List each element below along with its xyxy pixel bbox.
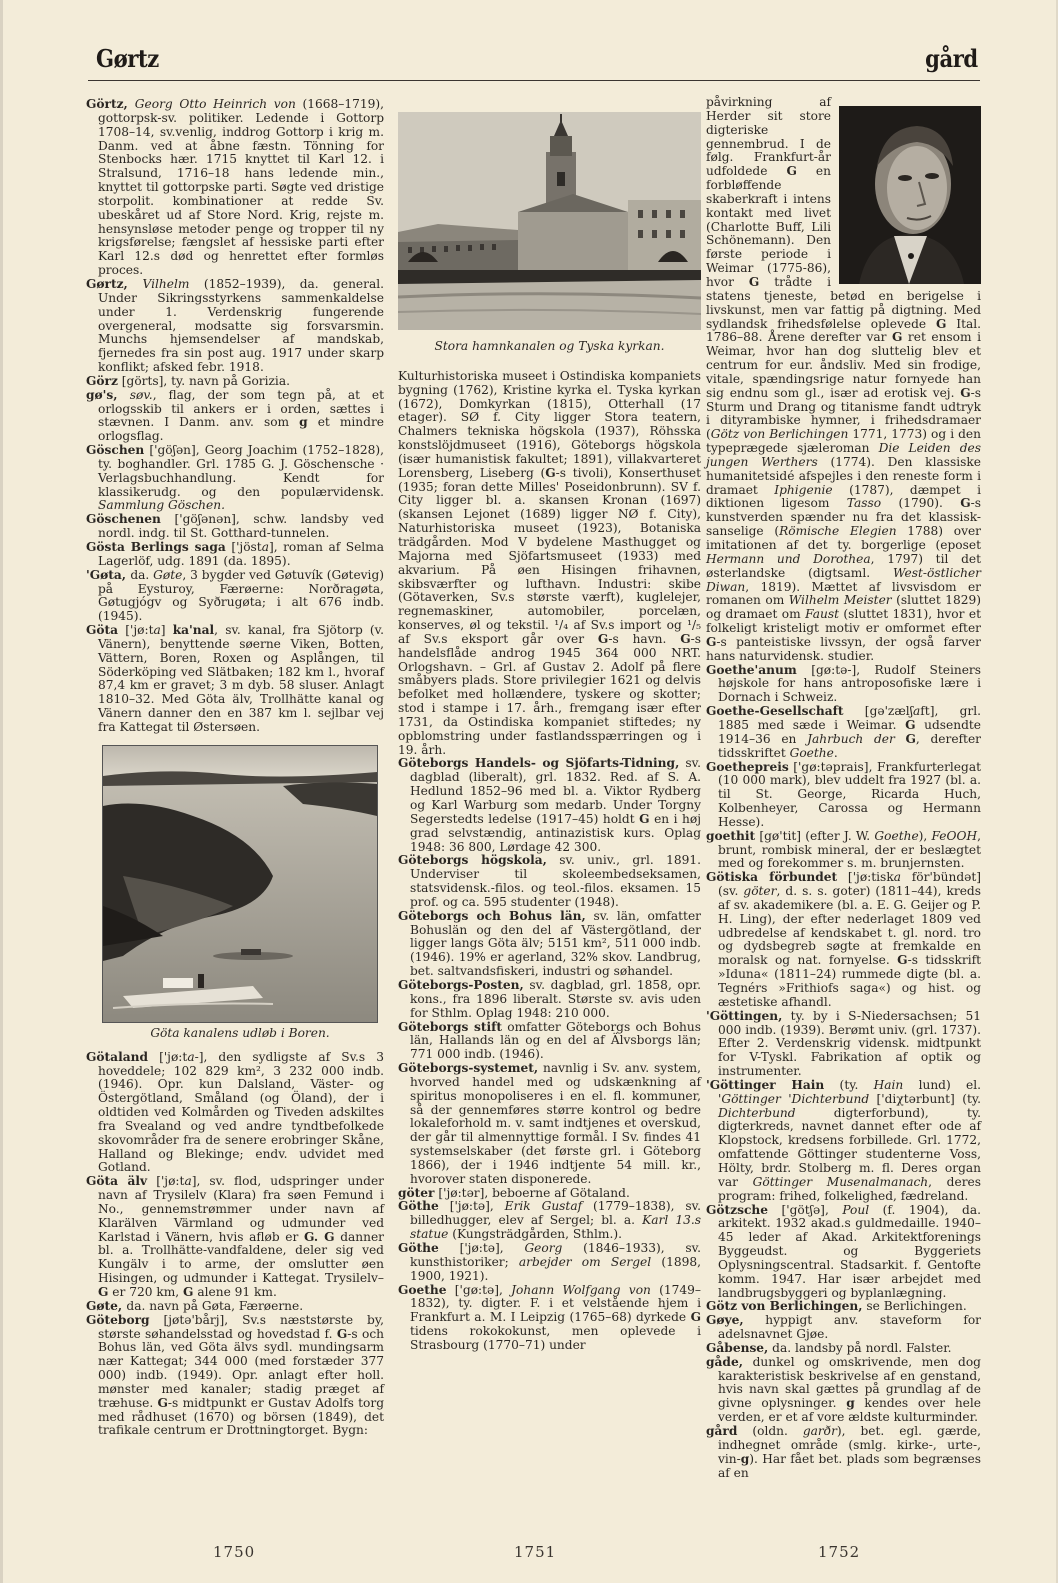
italic-text: göter: [743, 884, 777, 899]
italic-text: Jahrbuch der: [807, 731, 895, 746]
entry-text: -s handelsflåde androg 1945 364 000 NRT. Orlogshavn. – Grl. af Gustav 2. Adolf på flere småbyers plads. Store privilegier 1621 og delvis befolket med hollændere, tyskere og skotter; stod i stampe i 17. årh., fremgang især efter 1731, da Ostindiska kompaniet stiftedes; ny opblomstring under fastlandsspærringen og i 19. årh.: [398, 631, 701, 757]
entry-text: omfatter Göteborgs och Bohus län, Hallands län og en del af Älvsborgs län; 771 000 indb. (1946).: [410, 1019, 701, 1062]
dictionary-entry: [86, 513, 384, 541]
dictionary-entry: [706, 1425, 981, 1480]
dictionary-entry: [398, 1187, 701, 1201]
italic-text: Sammlung Göschen.: [98, 498, 225, 513]
entry-text: ), bet. egl. gærde, indhegnet område (smlg. kirke-, urte-, vin-: [718, 1424, 982, 1466]
headword: Goethepreis: [706, 759, 789, 774]
entry-text: lund) el.: [903, 1077, 981, 1092]
church-photo: [398, 112, 701, 330]
italic-text: a-: [187, 1049, 199, 1064]
dictionary-entry: [86, 624, 384, 735]
entry-text: ['göʃən], Georg Joachim (1752–1828), ty. boghandler. Grl. 1785 G. J. Göschensche · Verlagsbuchhandlung. Kendt for klassikerudg. og den populærvidensk.: [98, 443, 384, 499]
headword: G. G: [303, 1229, 335, 1244]
headword: Göteborgs-Posten,: [398, 977, 524, 992]
dictionary-entry: [86, 444, 384, 513]
dictionary-entry: [86, 389, 384, 444]
dictionary-entry: [706, 1010, 981, 1079]
page-number-left: 1750: [213, 1543, 256, 1561]
entry-text: ),: [918, 828, 932, 843]
dictionary-entry: [86, 375, 384, 389]
dictionary-entry: [706, 705, 981, 760]
page-number-middle: 1751: [514, 1543, 557, 1561]
entry-text: (1779–1838), sv. billedhugger, elev af Sergel; bl. a.: [410, 1199, 701, 1228]
entry-text: , 3 bygder ved Gøtuvík (Gøtevig) på Eysturoy, Færøerne: Norðragøta, Gøtugjógv og Syðrugøta; i alt 676 indb. (1945).: [98, 567, 384, 624]
entries-right: [706, 664, 981, 1481]
headword: G: [183, 1285, 194, 1299]
entry-text: (sluttet 1829) og dramaet om: [706, 593, 981, 622]
headword: G: [98, 1285, 109, 1299]
italic-text: Tasso: [846, 496, 882, 511]
entry-text: (f. 1904), da. arkitekt. 1932 akad.s guldmedaille. 1940–45 leder af Akad. Arkitektforenings Byggeudst. og Byggeriets Oplysningscentral. Stadsarkit. f. Gentofte komm. 1947. Har især arbejdet med landbrugsbyggeri og byplanlægning.: [718, 1202, 981, 1300]
entry-text: -s panteistiske livssyn, der også farver hans naturvidensk. studier.: [706, 634, 981, 663]
headword: G: [905, 717, 916, 732]
running-head-first-word: Gørtz: [96, 44, 159, 73]
dictionary-entry: [398, 1200, 701, 1242]
headword: Göteborgs-systemet,: [398, 1061, 539, 1076]
italic-text: Johann Wolfgang von: [511, 1282, 651, 1297]
headword: Göthe: [398, 1241, 439, 1255]
entry-text: , flag, der som tegn på, at et orlogsskib til ankers er i orden, sættes i stævnen. I Danm. anv. som: [98, 387, 385, 430]
headword: Göteborgs stift: [398, 1019, 502, 1034]
italic-text: Hain: [873, 1077, 904, 1092]
entry-text: ], sv. flod, udspringer under navn af Trysilelv (Klara) fra søen Femund i No., gennemstrømmer under navn af Klarälven Värmland og udmunder ved Karlstad i Vänern, hvis afløb er: [98, 1174, 385, 1244]
italic-text: Iphigenie: [774, 482, 833, 497]
entry-text: ret ensom i Weimar, hvor han dog sluttelig blev et centrum for eur. åndsliv. Med sin frodige, vitale, spændingsrige natur fornyede han sig endnu som gl., især ad erotisk vej.: [706, 330, 981, 400]
italic-text: arbejder om Sergel: [518, 1254, 652, 1269]
entry-text: udsendte 1914–36 en: [718, 717, 981, 746]
headword: Görtz,: [86, 97, 135, 111]
headword: Gørtz,: [86, 276, 143, 291]
headword: G: [960, 496, 971, 511]
entry-text: ['gø:təprais], Frankfurterlegat (10 000 mark), blev uddelt fra 1927 (bl. a. til St. George, Ricarda Huch, Kolbenheyer, Carossa og Hermann Hesse).: [718, 759, 981, 829]
italic-text: Goethe: [874, 828, 919, 843]
italic-text: a: [153, 623, 161, 638]
headword: G: [960, 385, 971, 400]
entry-text: Ital. 1786–88. Årene derefter var: [706, 316, 982, 345]
entry-text: .: [833, 745, 838, 760]
entries-left-bottom: [86, 1051, 384, 1439]
entry-text: (ty.: [824, 1077, 874, 1092]
figure-caption: Göta kanalens udløb i Boren.: [150, 1025, 330, 1040]
headword: 'Göttingen,: [706, 1008, 783, 1023]
italic-text: Erik Gustaf: [504, 1199, 583, 1214]
italic-text: Hermann und Dorothea: [706, 551, 871, 566]
entry-text: (1790).: [881, 496, 961, 511]
headword: g: [740, 1451, 750, 1466]
entry-text: , sv. kanal, fra Sjötorp (v. Vänern), benyttende søerne Viken, Botten, Vättern, Boren, Roxen og Asplången, til Söderköping ved Slätbaken; 182 km l., hvoraf 87,4 km er gravet; 3 m dyb. 58 sluser. Anlagt 1810–32. Med Göta älv, Trollhätte kanal og Vänern danner den en 387 km l. sejlbar vej fra Kattegat til Østersøen.: [98, 623, 384, 734]
dictionary-entry: [86, 541, 384, 569]
entry-text: (1668–1719), gottorpsk-sv. politiker. Ledende i Gottorp 1708–14, sv.venlig, inddrog Gottorp i krig m. Danm. ved at åbne fæstn. Tönning for Stenbocks hær. 1715 knyttet til Karl 12. i Stralsund, 1716–18 hans ledende min., knyttet til gottorpske parti. Søgte ved dristige storpolit. kombinationer at redde Sv. ubeskåret ud af Store Nord. Krig, rejste m. hensynsløse metoder penge og tropper til ny krigsførelse; fængslet af hessiske parti efter Karl 12.s død og henrettet efter formløs proces.: [98, 97, 385, 278]
figure-gota-kanal: [102, 745, 378, 1041]
headword: Göthe: [398, 1199, 439, 1214]
headword: gø's,: [86, 387, 130, 402]
dictionary-entry: [398, 1062, 701, 1187]
entry-text: -s tivoli), Konserthuset (1935; foran dette Milles' Poseidonbrunn). SV f. City ligger bl. a. skansen Kronan (1697) (skansen Lejonet (1689) ligger NØ f. City), Naturhistoriska museet (1923), Botaniska trädgården. Mod V bydelene Masthugget og Majorna med Sjöfartsmuseet (1933) med akvarium. På øen Hisingen frihavnen, skibsværfter og lufthavn. Industri: skibe (Götaverken, Sv.s største værft), kuglelejer, regnemaskiner, automobiler, porcelæn, konserves, øl og tekstil. ¹/₄ af Sv.s import og ¹/₅ af Sv.s eksport går over: [398, 465, 701, 646]
italic-text: a: [184, 1174, 192, 1189]
entry-text: ). Har fået bet. plads som begrænses af en: [718, 1451, 981, 1480]
entry-text: digterforbund), ty. digterkreds, navnet dannet efter ode af Klopstock, kredsens forbillede. Grl. 1772, omfattende Göttinger studenterne Voss, Hölty, brdr. Stolberg m. fl. Deres organ var: [718, 1105, 981, 1189]
entry-text: dunkel og omskrivende, men dog karakteristisk beskrivelse af en genstand, hvis navn skal gættes på grundlag af de givne oplysninger.: [718, 1354, 981, 1411]
headword: g: [846, 1396, 855, 1411]
italic-text: West-östlicher Diwan: [706, 565, 981, 594]
entry-text: ['jø:t: [147, 1174, 185, 1189]
dictionary-entry: [706, 1356, 981, 1425]
entry-text: ['gø:tə],: [446, 1282, 512, 1297]
entry-text: -s tidsskrift »Iduna« (1811–24) rummede digte (bl. a. Tegnérs »Frithiofs saga«) og hist. og æstetiske afhandl.: [718, 953, 982, 1009]
headword: G: [597, 631, 609, 646]
entry-text: ['jø:t: [118, 623, 154, 638]
dictionary-entry: [86, 98, 384, 278]
entry-text: (1898, 1900, 1921).: [410, 1254, 701, 1283]
headword: Götiska förbundet: [706, 870, 838, 885]
headword: G: [891, 330, 903, 345]
entry-text: [gø'tit] (efter J. W.: [755, 828, 875, 843]
headword: G: [897, 953, 908, 968]
entry-text: danner bl. a. Trollhätte-vandfaldene, deler sig ved Kungälv i to arme, der omslutter øen Hisingen, og udmunder i Kattegat. Trysilelv–: [98, 1229, 385, 1286]
headword: Gøye,: [706, 1313, 744, 1328]
headword: Göteborgs och Bohus län,: [398, 908, 586, 923]
entry-text: [895, 732, 906, 746]
entry-text: hyppigt anv. staveform for adelsnavnet Gjøe.: [718, 1313, 981, 1342]
entry-text: -s kunstverden spænder nu fra det klassisk-sanselige (: [706, 496, 981, 539]
headword: G: [157, 1395, 168, 1410]
italic-text: Poul: [842, 1202, 870, 1217]
entry-text: se Berlichingen.: [862, 1299, 967, 1314]
headword: Goethe-Gesellschaft: [706, 704, 844, 719]
dictionary-entry: [86, 1300, 384, 1314]
dictionary-entry: [706, 1314, 981, 1342]
entry-text: (1846–1933), sv. kunsthistoriker;: [410, 1241, 701, 1269]
headword: Goethe: [398, 1282, 447, 1297]
italic-text: FeOOH: [931, 828, 978, 843]
italic-text: a: [893, 870, 901, 885]
entry-text: -s havn.: [608, 631, 681, 646]
dictionary-entry: [398, 854, 701, 909]
entry-text: (Kungsträdgården, Sthlm.).: [448, 1227, 622, 1242]
entry-text: -s och Bohus län, ved Göta älvs sydl. mundingsarm nær Kattegat; 344 000 (med forstæder 377 000) indb. (1949). Opr. anlagt efter holl. mønster med kanaler; stadig præget af træhuse.: [98, 1326, 384, 1410]
entry-text: , deres program: frihed, folkelighed, fædreland.: [718, 1174, 981, 1203]
entry-text: ['jø:tə],: [438, 1199, 505, 1214]
entry-text: ['jöst: [225, 540, 262, 554]
column-middle: [398, 112, 701, 1353]
headword: Gåbense,: [706, 1340, 769, 1355]
dictionary-entry: [86, 1314, 384, 1439]
column-right: [706, 96, 981, 1480]
entry-text: -s midtpunkt er Gustav Adolfs torg med rådhuset (1670) og börsen (1849), det trafikale centrum er Drottningtorget. Bygn:: [98, 1395, 384, 1438]
entry-text: ty. by i S-Niedersachsen; 51 000 indb. (1939). Berømt univ. (grl. 1737). Efter 2. Verdenskrig vidensk. midtpunkt for V-Tyskl. Fabrikation af optik og instrumenter.: [718, 1008, 981, 1079]
entry-text: (1749–1832), ty. digter. F. i et velstående hjem i Frankfurt a. M. I Leipzig (1765–68) dyrkede: [410, 1282, 701, 1325]
headword: G: [680, 631, 691, 646]
dictionary-entry: [86, 1175, 384, 1300]
entry-text: trådte i statens tjeneste, betød en berigelse i livskunst, men var fattig på digtning. Med sydlandsk frihedsfølelse oplevede: [706, 274, 981, 331]
entry-text: för'bündət] (sv.: [718, 870, 981, 899]
entry-text: (sluttet 1831), hvor et folkeligt kristeligt motiv er omformet efter: [706, 607, 981, 636]
italic-text: garðr: [802, 1424, 837, 1438]
goethe-portrait: [839, 106, 981, 284]
entry-text: 1788) over imitationen af det ty. borgerlige (eposet: [706, 524, 981, 552]
dictionary-entry: [398, 1284, 701, 1353]
header-rule: [88, 80, 980, 81]
headword: 'Göttinger Hain: [706, 1077, 825, 1092]
entry-text: kendes over hele verden, er et af vore ældste kulturminder.: [718, 1396, 981, 1425]
headword: Görz: [86, 373, 118, 388]
italic-text: Götz von Berlichingen: [710, 427, 849, 442]
dictionary-entry: [706, 761, 981, 830]
dictionary-entry: [398, 910, 701, 979]
dictionary-entry: [398, 1242, 701, 1284]
entry-text: påvirkning af Herder sit store digteriske gennembrud. I de følg. Frankfurt-år udfoldede: [706, 95, 831, 179]
entry-text: ['jø:tər], beboerne af Götaland.: [434, 1185, 630, 1200]
entry-text: (1774). Den klassiske humanitetsidé afspejles i den reneste form i dramaet: [706, 454, 981, 497]
entry-text: er 720 km,: [108, 1285, 184, 1299]
entry-text: tidens rokokokunst, men oplevede i Strasbourg (1770–71) under: [410, 1324, 701, 1352]
headword: Göteborgs högskola,: [398, 853, 547, 868]
entry-text: ['jø:t: [147, 1049, 188, 1064]
headword: Göteborgs Handels- og Sjöfarts-Tidning,: [398, 756, 680, 771]
italic-text: Georg: [524, 1241, 563, 1255]
entry-text: 1771, 1773) og i den typeprægede sjæleroman: [706, 427, 981, 456]
entry-text: ['götʃə],: [768, 1202, 843, 1217]
entry-continuation-goteborg: [398, 370, 701, 758]
headword: Götzsche: [706, 1202, 768, 1217]
dictionary-entry: [706, 1300, 981, 1314]
dictionary-entry: [706, 1079, 981, 1204]
headword: G: [786, 164, 797, 179]
dictionary-entry: [706, 830, 981, 872]
italic-text: Dichterbund: [718, 1105, 796, 1120]
entry-text: , 1819). Mættet af livsvisdom er romanen om: [706, 579, 981, 608]
entry-text: ft], grl. 1885 med sæde i Weimar.: [718, 704, 981, 732]
headword: Göta: [86, 623, 119, 638]
entry-text: en i høj grad selvstændig, antinazistisk kurs. Oplag 1948: 36 800, Lørdage 42 300.: [410, 811, 701, 854]
headword: G: [935, 316, 947, 331]
headword: g: [299, 415, 308, 430]
dictionary-entry: [86, 278, 384, 375]
entry-text: ['jø:tisk: [837, 870, 894, 885]
entry-text: [gə'zælʃ: [843, 704, 914, 719]
dictionary-entry: [86, 569, 384, 624]
italic-text: søv.: [129, 387, 153, 402]
entry-text: [gø:tə-], Rudolf Steiners højskole for hans antroposofiske lære i Dornach i Schweiz.: [718, 662, 981, 705]
italic-text: Die Leiden des jungen Werthers: [706, 441, 981, 469]
entry-text: -s Sturm und Drang og titanisme fandt udtryk i dityrambiske hymner, i frihedsdramaer (: [706, 385, 981, 442]
headword: G: [905, 731, 916, 746]
entry-text: ]: [160, 623, 173, 638]
entry-text: sv. dagblad, grl. 1858, opr. kons., fra 1896 liberalt. Største sv. avis uden for Sthlm. Oplag 1948: 210 000.: [410, 977, 701, 1020]
italic-text: Goethe: [789, 745, 834, 760]
entry-text: ['diχtərbunt] (ty.: [869, 1091, 981, 1106]
entry-text: , d. s. s. goter) (1811–44), kreds af sv. akademikere (bl. a. E. G. Geijer og P. H. Ling), der efter nederlaget 1809 ved udbredelse af kendskabet t. gl. nord. tro og dydsbegreb søgte at fremkalde en moralsk og nat. fornyelse.: [718, 884, 981, 968]
italic-text: a: [913, 704, 921, 719]
dictionary-entry: [706, 1204, 981, 1301]
entry-continuation-text: [398, 370, 701, 758]
headword: 'Gøta,: [86, 567, 131, 582]
entries-left-top: [86, 98, 384, 735]
italic-text: Gøte: [153, 567, 183, 582]
italic-text: a: [261, 540, 269, 554]
entry-text: alene 91 km.: [193, 1285, 277, 1299]
headword: gåde,: [706, 1354, 743, 1369]
headword: G: [690, 1310, 701, 1325]
dictionary-entry: [706, 871, 981, 1009]
headword: Göschenen: [86, 512, 161, 527]
headword: Götaland: [86, 1049, 148, 1064]
headword: goethit: [706, 828, 756, 843]
entry-text: (1787), dæmpet i diktionen ligesom: [706, 482, 981, 511]
entry-text: ['göʃənən], schw. landsby ved nordl. indg. til St. Gotthard-tunnelen.: [98, 512, 384, 541]
entry-text: et mindre orlogsflag.: [98, 415, 384, 444]
entry-text: da. navn på Gøta, Færøerne.: [126, 1298, 304, 1313]
headword: Götz von Berlichingen,: [706, 1299, 863, 1314]
headword: Göta älv: [86, 1174, 148, 1189]
entry-text: , derefter tidsskriftet: [718, 731, 981, 760]
headword: ka'nal: [172, 623, 215, 638]
page-number-right: 1752: [818, 1543, 861, 1561]
entry-text: en forbløffende skaberkraft i intens kontakt med livet (Charlotte Buff, Lili Schönemann). Den første periode i Weimar (1775-86), hvor: [706, 164, 831, 289]
entry-text: ['jø:tə],: [438, 1241, 525, 1255]
headword: Göteborg: [86, 1312, 150, 1327]
figure-caption: Stora hamnkanalen og Tyska kyrkan.: [434, 339, 665, 353]
entry-text: (1852–1939), da. general. Under Sikringsstyrkens sammenkaldelse under 1. Verdenskrig fungerende overgeneral, modsatte sig forsvarsmin. Munchs hjemsendelser af mandskab, fjernedes fra sin post aug. 1917 under skarp konflikt; afsked febr. 1918.: [98, 276, 384, 375]
running-head-last-word: gård: [925, 44, 978, 73]
headword: Gøte,: [86, 1298, 127, 1313]
dictionary-entry: [398, 1021, 701, 1063]
entry-text: , brunt, rombisk mineral, der er beslægtet med og forekommer s. m. brunjernsten.: [718, 828, 981, 871]
italic-text: Faust: [805, 607, 840, 622]
headword: Goethe'anum: [706, 662, 797, 677]
figure-tyska-kyrkan: [398, 112, 701, 354]
entry-text: (oldn.: [737, 1424, 803, 1438]
lake-photo: [102, 745, 378, 1023]
dictionary-entry: [398, 979, 701, 1021]
italic-text: Römische Elegien: [779, 524, 897, 539]
entry-text: da. landsby på nordl. Falster.: [768, 1340, 952, 1355]
italic-text: Göttinger Musenalmanach: [752, 1174, 929, 1189]
entry-text: da.: [130, 567, 154, 582]
headword: G: [748, 274, 760, 289]
italic-text: Georg Otto Heinrich von: [134, 97, 296, 111]
headword: G: [639, 811, 650, 826]
italic-text: Wilhelm Meister: [788, 593, 892, 608]
entry-text: [görts], ty. navn på Gorizia.: [117, 373, 290, 388]
entry-text: sv. dagblad (liberalt), grl. 1832. Red. af S. A. Hedlund 1852–96 med bl. a. Viktor Rydberg og Karl Warburg som medarb. Under Torgny Segerstedts ledelse (1917–45) holdt: [410, 756, 701, 826]
headword: G: [545, 465, 556, 480]
headword: Göschen: [86, 443, 145, 458]
dictionary-entry: [706, 1342, 981, 1356]
column-left: [86, 98, 384, 1438]
italic-text: Vilhelm: [142, 276, 190, 291]
entry-text: [jøtə'bårj], Sv.s næststørste by, største søhandelsstad og hovedstad f.: [98, 1312, 384, 1341]
headword: Gösta Berlings saga: [86, 540, 226, 554]
headword: göter: [398, 1185, 435, 1200]
entry-text: sv. univ., grl. 1891. Underviser til skoleembedseksamen, statsvidensk.-filos. og teol.-filos. eksamen. 15 prof. og ca. 595 studenter (1948).: [410, 853, 701, 909]
entry-text: ], roman af Selma Lagerlöf, udg. 1891 (da. 1895).: [98, 540, 384, 568]
dictionary-entry: [86, 1051, 384, 1176]
entry-text: , 1797) til det østerlandske (digtsaml.: [706, 551, 981, 580]
entries-middle: [398, 757, 701, 1352]
entry-text: navnlig i Sv. anv. system, hvorved handel med og udskænkning af spiritus monopoliseres i en el. fl. kommuner, så der gennemføres større kontrol og bedre lokaleforhold m. v. samt indtjenes et overskud, der går til almennyttige formål. I Sv. findes 41 systemselskaber (det første grl. i Göteborg 1866), der i 1946 indtjente 54 mill. kr., hvorover staten disponerede.: [410, 1061, 701, 1186]
headword: gård: [706, 1424, 738, 1438]
italic-text: 'Göttinger 'Dichterbund: [718, 1091, 870, 1106]
entry-text: Kulturhistoriska museet i Ostindiska kompaniets bygning (1762), Kristine kyrka el. Tyska kyrkan (1672), Domkyrkan (1815), Otterhall (17 etager). SØ f. City ligger Stora teatern, Chalmers tekniska högskola (1937), Röhsska konstslöjdmuseet (1916), Göteborgs högskola (især humanistisk fakultet; 1891), villakvarteret Lorensberg, Liseberg (: [398, 368, 701, 480]
entry-text: ], den sydligste af Sv.s 3 hoveddele; 102 829 km², 3 232 000 indb. (1946). Opr. kun Dalsland, Väster- og Östergötland, Småland (og Öland), der i oldtiden ved Kolmården og Tiveden adskiltes fra Svealand og ved andre tyndtbefolkede skovområder fra de senere erobringer Skåne, Halland og Blekinge; endv. udvidet med Gotland.: [98, 1049, 384, 1175]
dictionary-entry: [706, 664, 981, 706]
headword: G: [336, 1326, 348, 1341]
entry-text: sv. län, omfatter Bohuslän og den del af Västergötland, der ligger langs Göta älv; 5151 km², 511 000 indb. (1946). 19% er agerland, 32% skov. Landbrug, bet. saltvandsfiskeri, industri og søhandel.: [410, 908, 701, 979]
headword: G: [706, 634, 717, 649]
dictionary-entry: [398, 757, 701, 854]
italic-text: Karl 13.s statue: [410, 1213, 701, 1242]
